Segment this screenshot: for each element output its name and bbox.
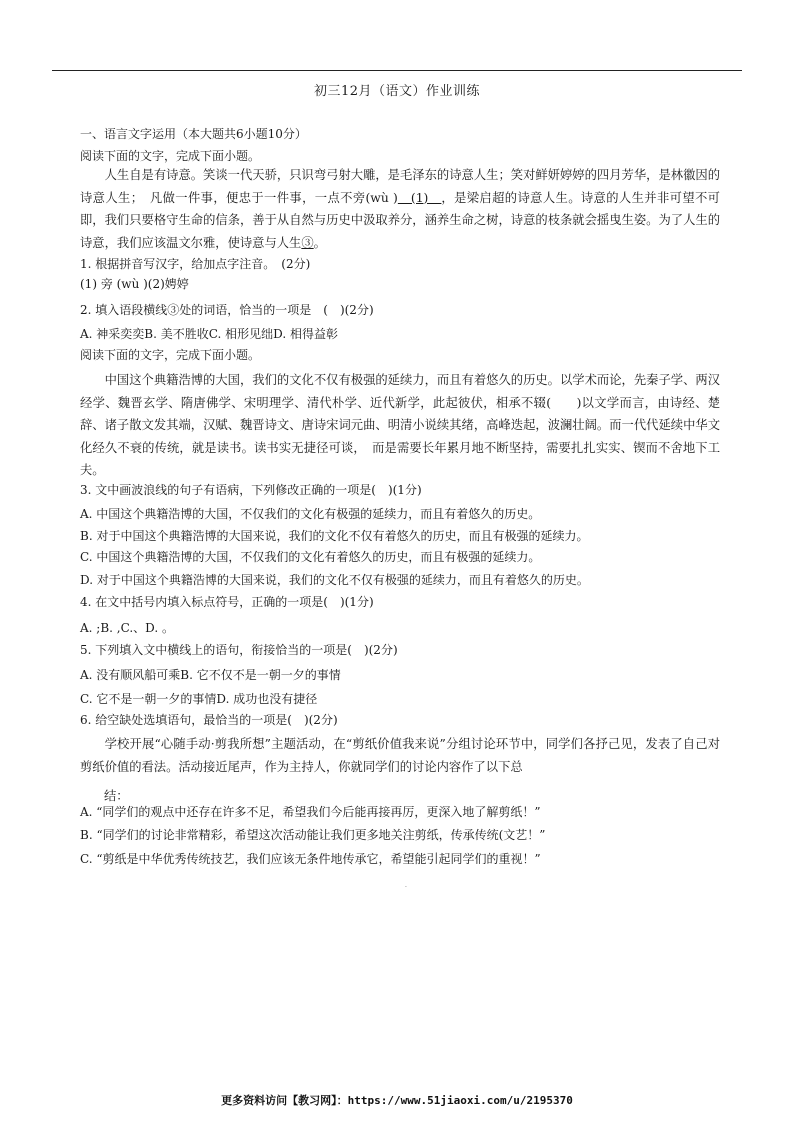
passage-1-part3: 。 (313, 235, 326, 250)
question-6-option-a: A. “同学们的观点中还存在许多不足，希望我们今后能再接再厉，更深入地了解剪纸！” (80, 805, 541, 819)
header-rule (52, 70, 742, 71)
read-instruction-2: 阅读下面的文字，完成下面小题。 (80, 348, 261, 362)
question-6-option-b: B. “同学们的讨论非常精彩，希望这次活动能让我们更多地关注剪纸，传承传统(文艺！” (80, 828, 546, 842)
passage-1-part2: ，是梁启超的诗意人生。诗意的人生并非可望不可即，我们只要格守生命的信条，善于从自然与历史中汲取养分，涵养生命之树，诗意的枝条就会摇曳生姿。为了人生的诗意，我们应该温文尔雅，使诗意与人生 (80, 190, 720, 250)
question-1: 1. 根据拼音写汉字，给加点字注音。 (2分) (80, 257, 311, 271)
blank-1: (1) (397, 190, 442, 205)
passage-1 (80, 164, 720, 254)
question-5-options-cd: C. 它不是一朝一夕的事情D. 成功也没有捷径 (80, 692, 318, 706)
passage-3-tail: 结： (104, 789, 129, 803)
page-title: 初三12月（语文）作业训练 (313, 84, 481, 99)
question-3-option-b: B. 对于中国这个典籍浩博的大国来说，我们的文化不仅有着悠久的历史，而且有极强的延续力。 (80, 529, 589, 543)
passage-2: 中国这个典籍浩博的大国，我们的文化不仅有极强的延续力，而且有着悠久的历史。以学术而论，先秦子学、两汉经学、魏晋玄学、隋唐佛学、宋明理学、清代朴学、近代新学，此起彼伏，相承不辍( )以文学而言，由诗经、楚辞、诸子散文发其端，汉赋、魏晋诗文、唐诗宋词元曲、明清小说续其绪，高峰迭起，波澜壮阔。而一代代延续中华文化经久不衰的传统，就是读书。读书实无捷径可谈， 而是需要长年累月地不断坚持，需要扎扎实实、锲而不舍地下工夫。 (80, 373, 720, 477)
passage-3: 学校开展“心随手动·剪我所想”主题活动，在“剪纸价值我来说”分组讨论环节中，同学们各抒己见，发表了自己对剪纸价值的看法。活动接近尾声，作为主持人，你就同学们的讨论内容作了以下总 (80, 737, 720, 774)
stray-mark: . (405, 882, 407, 889)
question-3-option-a: A. 中国这个典籍浩博的大国，不仅我们的文化有极强的延续力，而且有着悠久的历史。 (80, 507, 541, 521)
passage-1-part1: 人生自是有诗意。笑谈一代天骄，只识弯弓射大雕，是毛泽东的诗意人生；笑对鲜妍婷婷的四月芳华，是林徽因的诗意人生； 凡做一件事，便忠于一件事，一点不旁(wù ) (80, 168, 720, 205)
read-instruction-1: 阅读下面的文字，完成下面小题。 (80, 149, 261, 163)
question-6-option-c: C. “剪纸是中华优秀传统技艺，我们应该无条件地传承它，希望能引起同学们的重视！” (80, 852, 541, 866)
blank-3: ③ (301, 235, 314, 250)
question-5: 5. 下列填入文中横线上的语句，衔接恰当的一项是( )(2分) (80, 643, 398, 657)
question-4-options: A. ;B. ,C.、D. 。 (80, 621, 174, 635)
section-header: 一、语言文字运用（本大题共6小题10分） (80, 127, 307, 141)
question-5-options-ab: A. 没有顺风船可乘B. 它不仅不是一朝一夕的事情 (80, 668, 341, 682)
question-1-items: (1) 旁 (wù )(2)娉婷 (80, 277, 189, 291)
question-2-options: A. 神采奕奕B. 美不胜收C. 相形见绌D. 相得益彰 (80, 327, 338, 341)
question-3-option-c: C. 中国这个典籍浩博的大国，不仅我们的文化有着悠久的历史，而且有极强的延续力。 (80, 550, 541, 564)
question-2: 2. 填入语段横线③处的词语，恰当的一项是 ( )(2分) (80, 303, 374, 317)
question-4: 4. 在文中括号内填入标点符号，正确的一项是( )(1分) (80, 595, 374, 609)
question-6: 6. 给空缺处选填语句，最恰当的一项是( )(2分) (80, 713, 338, 727)
question-3-option-d: D. 对于中国这个典籍浩博的大国来说，我们的文化不仅有极强的延续力，而且有着悠久的历史。 (80, 573, 589, 587)
question-3: 3. 文中画波浪线的句子有语病，下列修改正确的一项是( )(1分) (80, 483, 422, 497)
footer-link[interactable]: 更多资料访问【教习网】：https://www.51jiaoxi.com/u/2195370 (221, 1094, 573, 1107)
